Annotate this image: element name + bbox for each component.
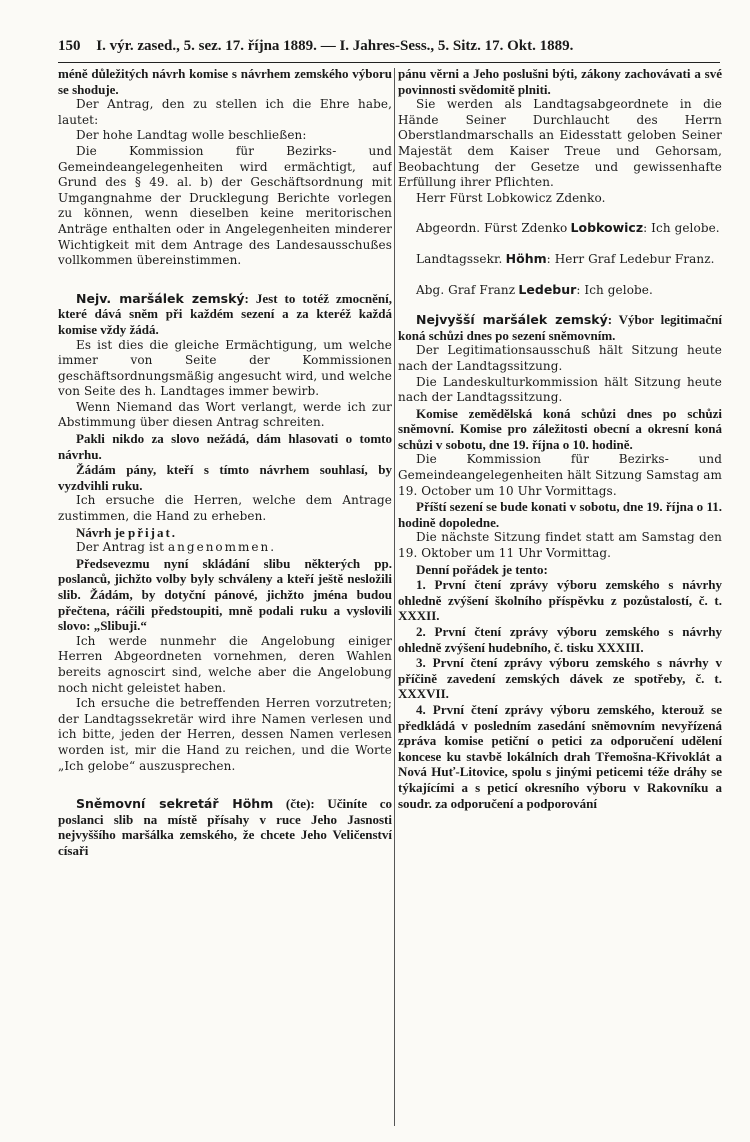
paragraph: Ich ersuche die Herren, welche dem Antrage zustimmen, die Hand zu erheben. <box>58 493 392 524</box>
paragraph: Žádám pány, kteří s tímto návrhem souhlasí, by vyzdvihli ruku. <box>58 462 392 493</box>
paragraph <box>58 540 392 556</box>
speech-prefix: Abg. Graf Franz <box>416 282 516 297</box>
page-number: 150 <box>58 38 81 54</box>
header-right: I. Jahres-Sess., 5. Sitz. 17. Okt. 1889. <box>339 38 574 54</box>
speech-text: : Jest to totéž zmocnění, které dává sněm při každém sezení a za kteréž každá komise vždy žádá. <box>58 290 392 337</box>
paragraph: Die nächste Sitzung findet statt am Samstag den 19. Oktober um 11 Uhr Vormittag. <box>398 530 722 561</box>
speech <box>398 282 722 299</box>
speaker-name: Nejvyšší maršálek zemský <box>416 312 608 328</box>
speech <box>58 291 392 338</box>
paragraph: Ich ersuche die betreffenden Herren vorzutreten; der Landtagssekretär wird ihre Namen verlesen und ich bitte, jeden der Herren, dessen Namen verlesen worden ist, mir die Hand zu reichen, und die Worte „Ich gelobe“ auszusprechen. <box>58 696 392 773</box>
agenda-item: 4. První čtení zprávy výboru zemského, kterouž se předkládá v posledním zasedání sněmovním nevyřízená zpráva komise petiční o petici za odporučení udělení koncese ku stavbě lokálních drah Třemošna-Křivoklát a Nová Huť-Litovice, spolu s jinými peticemi téže dráhy se týkajícími a s peticí okresního výboru v Rakovníku a soudr. za odporučení a podporování <box>398 701 722 811</box>
speech-prefix: Abgeordn. Fürst Zdenko <box>416 221 568 236</box>
paragraph <box>58 525 392 541</box>
paragraph: Pakli nikdo za slovo nežádá, dám hlasovati o tomto návrhu. <box>58 431 392 462</box>
speech-text: (čte): Učiníte co poslanci slib na místě přísahy v ruce Jeho Jasnosti nejvyššího maršálka zemského, že chcete Jeho Veličenství císaři <box>58 796 392 858</box>
paragraph: Sie werden als Landtagsabgeordnete in die Hände Seiner Durchlaucht des Herrn Oberstlandmarschalls an Eidesstatt geloben Seiner Majestät dem Kaiser Treue und Gehorsam, Beobachtung der Gesetze und gewissenhafte Erfüllung ihrer Pflichten. <box>398 97 722 190</box>
header-separator: — <box>320 38 336 54</box>
paragraph: pánu věrni a Jeho poslušni býti, zákony zachovávati a své povinnosti svědomitě plniti. <box>398 66 722 97</box>
header-rule <box>58 62 720 63</box>
speaker-name: Sněmovní sekretář Höhm <box>76 796 274 812</box>
paragraph: Der Legitimationsausschuß hält Sitzung heute nach der Landtagssitzung. <box>398 343 722 373</box>
paragraph: Der Antrag, den zu stellen ich die Ehre habe, lautet: <box>58 97 392 127</box>
paragraph: Die Kommission für Bezirks- und Gemeindeangelegenheiten hält Sitzung Samstag am 19. October um 10 Uhr Vormittags. <box>398 452 722 498</box>
paragraph: Der hohe Landtag wolle beschließen: <box>76 128 307 143</box>
speech-text: : Výbor legitimační koná schůzi dnes po sezení sněmovním. <box>398 312 722 343</box>
paragraph: Předsevezmu nyní skládání slibu některých pp. poslanců, jichžto volby byly schváleny a kteří ještě nesložili slib. Žádám, by dotyční pánové, jichžto jména budou přečtena, ráčili předstoupiti, mně podali ruku a vyslovili slovo: „Slibuji.“ <box>58 555 392 634</box>
speech <box>58 796 392 858</box>
agenda-item: 2. První čtení zprávy výboru zemského s návrhy ohledně zvýšení hudebního, č. tisku XXXIII. <box>398 624 722 655</box>
speech <box>398 312 722 343</box>
header-left: I. výr. zased., 5. sez. 17. října 1889. <box>96 38 317 54</box>
paragraph: méně důležitých návrh komise s návrhem zemského výboru se shoduje. <box>58 66 392 97</box>
speaker-name: Lobkowicz <box>570 220 644 236</box>
result-text: Der Antrag ist <box>76 540 165 555</box>
running-header <box>58 38 718 60</box>
speech-text: : Ich gelobe. <box>643 221 720 236</box>
paragraph: Herr Fürst Lobkowicz Zdenko. <box>416 190 606 205</box>
agenda-item: 1. První čtení zprávy výboru zemského s návrhy ohledně zvýšení školního příspěvku z pozůstalostí, č. t. XXXII. <box>398 577 722 624</box>
paragraph: Die Landeskulturkommission hält Sitzung heute nach der Landtagssitzung. <box>398 374 722 405</box>
paragraph: Ich werde nunmehr die Angelobung einiger Herren Abgeordneten vornehmen, deren Wahlen bereits agnoscirt sind, welche aber die Angelobung noch nicht geleistet haben. <box>58 633 392 695</box>
agenda-item: 3. První čtení zprávy výboru zemského s návrhy v příčině zavedení zemských dávek ze spotřeby, č. t. XXXVII. <box>398 655 722 702</box>
result-spaced: přijat. <box>128 524 178 540</box>
paragraph: Es ist dies die gleiche Ermächtigung, um welche immer von Seite der Kommissionen geschäftsordnungsmäßig angesucht wird, und welche von Seite des h. Landtages immer bewirb. <box>58 337 392 399</box>
speaker-name: Höhm <box>505 250 547 266</box>
speech-text: : Ich gelobe. <box>576 282 653 297</box>
paragraph: Denní pořádek je tento: <box>416 561 548 577</box>
result-spaced: angenommen. <box>168 540 277 555</box>
left-column <box>58 66 392 1136</box>
column-divider <box>394 68 395 1126</box>
speech-prefix: Landtagssekr. <box>416 251 503 266</box>
speech <box>398 251 722 268</box>
speaker-name: Ledebur <box>518 281 577 297</box>
result-text: Návrh je <box>76 524 125 540</box>
speech-text: : Herr Graf Ledebur Franz. <box>546 251 715 266</box>
speech <box>398 220 722 237</box>
paragraph: Komise zemědělská koná schůzi dnes po schůzi sněmovní. Komise pro záležitosti obecní a okresní koná schůzi v sobotu, dne 19. října o 10. hodině. <box>398 405 722 452</box>
speaker-name: Nejv. maršálek zemský <box>76 290 245 306</box>
paragraph: Wenn Niemand das Wort verlangt, werde ich zur Abstimmung über diesen Antrag schreiten. <box>58 399 392 430</box>
right-column <box>398 66 722 1136</box>
paragraph: Příští sezení se bude konati v sobotu, dne 19. října o 11. hodině dopoledne. <box>398 499 722 530</box>
paragraph: Die Kommission für Bezirks- und Gemeindeangelegenheiten wird ermächtigt, auf Grund des § 49. al. b) der Geschäftsordnung mit Umgangnahme der Drucklegung Berichte vorlegen zu können, wenn dieselben keine meritorischen Anträge enthalten oder in Angelegenheiten minderer Wichtigkeit mit dem Antrage des Landesausschußes vollkommen übereinstimmen. <box>58 143 392 268</box>
